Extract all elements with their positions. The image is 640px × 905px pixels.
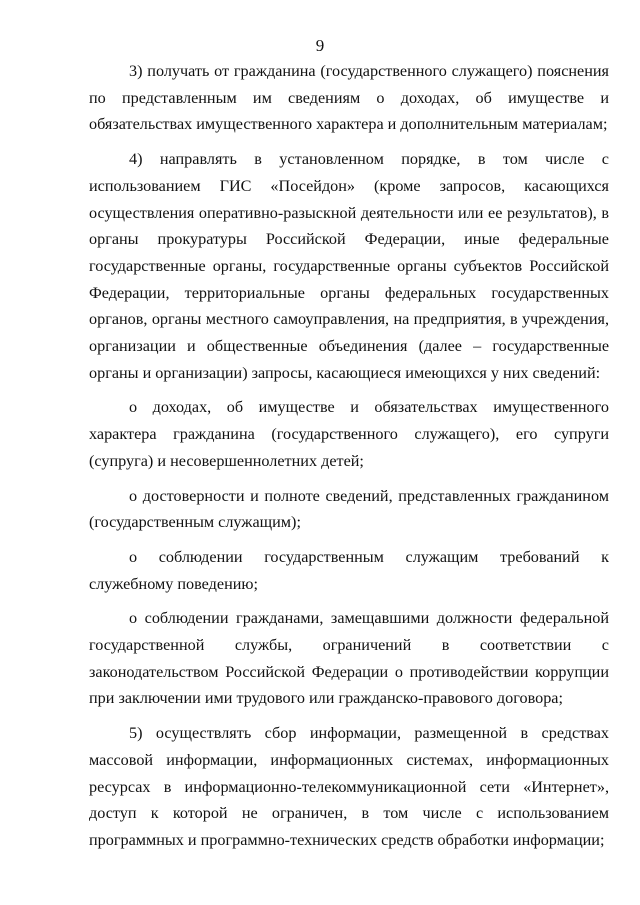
paragraph-subitem-conduct: о соблюдении государственным служащим требований к служебному поведению; bbox=[89, 547, 609, 593]
page-number: 9 bbox=[315, 36, 325, 55]
paragraph-item-4: 4) направлять в установленном порядке, в том числе с использованием ГИС «Посейдон» (кроме запросов, касающихся осуществления оперативно-разыскной деятельности или ее результатов), в органы прокуратуры Российской Федерации, иные федеральные государственные органы, государственные органы субъектов Российской Федерации, территориальные органы федеральных государственных органов, органы местного самоуправления, на предприятия, в учреждения, организации и общественные объединения (далее – государственные органы и организации) запросы, касающиеся имеющихся у них сведений: bbox=[89, 150, 609, 382]
paragraph-item-3: 3) получать от гражданина (государственного служащего) пояснения по представленным им сведениям о доходах, об имуществе и обязательствах имущественного характера и дополнительным материалам; bbox=[89, 62, 609, 134]
paragraph-subitem-accuracy: о достоверности и полноте сведений, представленных гражданином (государственным служащим); bbox=[89, 486, 609, 532]
paragraph-item-5: 5) осуществлять сбор информации, размещенной в средствах массовой информации, информационных системах, информационных ресурсах в информационно-телекоммуникационной сети «Интернет», доступ к которой не ограничен, в том числе с использованием программных и программно-технических средств обработки информации; bbox=[89, 724, 609, 849]
document-body bbox=[89, 58, 609, 862]
paragraph-subitem-restrictions: о соблюдении гражданами, замещавшими должности федеральной государственной службы, ограничений в соответствии с законодательством Российской Федерации о противодействии коррупции при заключении ими трудового или гражданско-правового договора; bbox=[89, 609, 609, 708]
paragraph-subitem-income: о доходах, об имуществе и обязательствах имущественного характера гражданина (государственного служащего), его супруги (супруга) и несовершеннолетних детей; bbox=[89, 398, 609, 470]
